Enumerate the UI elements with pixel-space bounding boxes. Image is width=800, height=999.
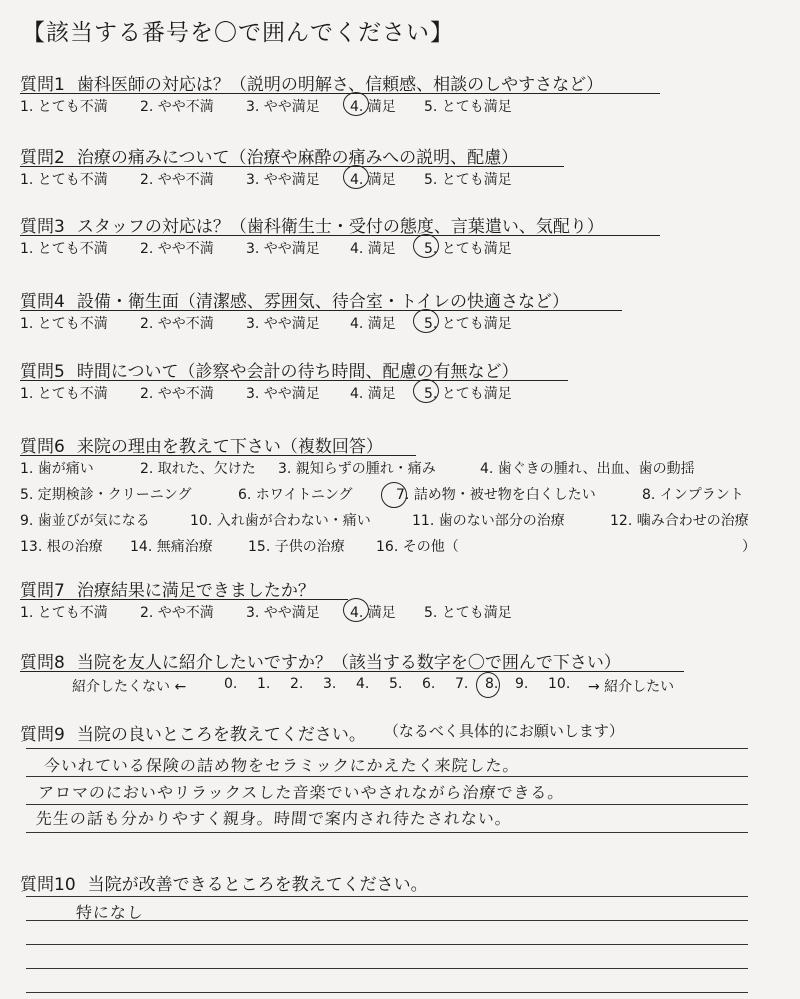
answer-line xyxy=(26,896,748,897)
question-number: 質問2 xyxy=(20,148,65,168)
reason-option[interactable]: 16. その他（ xyxy=(376,539,459,555)
answer-line xyxy=(26,968,748,969)
option-3[interactable]: 3. やや満足 xyxy=(246,605,320,621)
option-1[interactable]: 1. とても不満 xyxy=(20,316,108,332)
answer-line xyxy=(26,992,748,993)
option-5[interactable]: 5. とても満足 xyxy=(424,316,512,332)
selection-circle xyxy=(413,309,439,333)
scale-0[interactable]: 0. xyxy=(224,676,238,692)
question-text: 設備・衛生面（清潔感、雰囲気、待合室・トイレの快適さなど） xyxy=(76,292,569,312)
selection-circle xyxy=(413,379,439,403)
option-4[interactable]: 4. 満足 xyxy=(350,172,396,188)
question-number: 質問3 xyxy=(20,217,65,237)
option-2[interactable]: 2. やや不満 xyxy=(140,99,214,115)
question-underline xyxy=(20,599,348,600)
option-1[interactable]: 1. とても不満 xyxy=(20,241,108,257)
question-underline xyxy=(20,166,564,167)
option-4[interactable]: 4. 満足 xyxy=(350,99,396,115)
option-1[interactable]: 1. とても不満 xyxy=(20,99,108,115)
option-4[interactable]: 4. 満足 xyxy=(350,605,396,621)
reason-option[interactable]: 9. 歯並びが気になる xyxy=(20,513,150,529)
question-text: 治療結果に満足できましたか？ xyxy=(76,581,315,601)
question-note: （なるべく具体的にお願いします） xyxy=(383,722,624,740)
question-text: 当院が改善できるところを教えてください。 xyxy=(87,875,428,895)
answer-line xyxy=(26,748,748,749)
option-2[interactable]: 2. やや不満 xyxy=(140,605,214,621)
option-1[interactable]: 1. とても不満 xyxy=(20,605,108,621)
handwritten-answer: 特になし xyxy=(75,903,145,922)
option-5[interactable]: 5. とても満足 xyxy=(424,605,512,621)
reason-option[interactable]: 1. 歯が痛い xyxy=(20,461,94,477)
option-5[interactable]: 5. とても満足 xyxy=(424,241,512,257)
question-text: 歯科医師の対応は？（説明の明解さ、信頼感、相談のしやすさなど） xyxy=(76,75,604,95)
option-3[interactable]: 3. やや満足 xyxy=(246,386,320,402)
question-number: 質問8 xyxy=(20,653,65,673)
question-text: 来院の理由を教えて下さい（複数回答） xyxy=(76,437,383,457)
answer-line xyxy=(26,944,748,945)
selection-circle xyxy=(381,482,407,508)
scale-left-label: 紹介したくない ← xyxy=(72,679,187,695)
reason-option[interactable]: 10. 入れ歯が合わない・痛い xyxy=(190,513,371,529)
handwritten-answer: アロマのにおいやリラックスした音楽でいやされながら治療できる。 xyxy=(37,783,566,802)
option-4[interactable]: 4. 満足 xyxy=(350,316,396,332)
scale-3[interactable]: 3. xyxy=(323,676,337,692)
reason-option[interactable]: 11. 歯のない部分の治療 xyxy=(412,513,565,529)
question-text: 治療の痛みについて（治療や麻酔の痛みへの説明、配慮） xyxy=(76,148,519,168)
question-number: 質問1 xyxy=(20,75,65,95)
option-4[interactable]: 4. 満足 xyxy=(350,241,396,257)
reason-option[interactable]: 5. 定期検診・クリーニング xyxy=(20,487,192,503)
option-2[interactable]: 2. やや不満 xyxy=(140,172,214,188)
question-underline xyxy=(20,93,660,94)
answer-line xyxy=(26,804,748,805)
page-title: 【該当する番号を〇で囲んでください】 xyxy=(22,20,454,46)
selection-circle xyxy=(476,672,500,698)
option-3[interactable]: 3. やや満足 xyxy=(246,316,320,332)
scale-8[interactable]: 8. xyxy=(485,676,499,692)
question-underline xyxy=(20,380,568,381)
question-underline xyxy=(20,455,416,456)
reason-option[interactable]: 7. 詰め物・被せ物を白くしたい xyxy=(396,487,596,503)
question-text: 当院を友人に紹介したいですか？（該当する数字を〇で囲んで下さい） xyxy=(76,653,621,673)
reason-option[interactable]: 3. 親知らずの腫れ・痛み xyxy=(278,461,436,477)
scale-9[interactable]: 9. xyxy=(515,676,529,692)
question-text: スタッフの対応は？（歯科衛生士・受付の態度、言葉遣い、気配り） xyxy=(76,217,604,237)
reason-option: ） xyxy=(742,539,756,555)
option-4[interactable]: 4. 満足 xyxy=(350,386,396,402)
question-underline xyxy=(20,310,622,311)
selection-circle xyxy=(343,598,369,622)
option-2[interactable]: 2. やや不満 xyxy=(140,386,214,402)
reason-option[interactable]: 6. ホワイトニング xyxy=(238,487,353,503)
question-number: 質問4 xyxy=(20,292,65,312)
handwritten-answer: 今いれている保険の詰め物をセラミックにかえたく来院した。 xyxy=(43,756,521,775)
selection-circle xyxy=(343,165,369,189)
answer-line xyxy=(26,832,748,833)
answer-line xyxy=(26,776,748,777)
option-3[interactable]: 3. やや満足 xyxy=(246,241,320,257)
option-1[interactable]: 1. とても不満 xyxy=(20,172,108,188)
option-3[interactable]: 3. やや満足 xyxy=(246,172,320,188)
question-number: 質問6 xyxy=(20,437,65,457)
question-text: 当院の良いところを教えてください。 xyxy=(76,725,366,745)
question-number: 質問9 xyxy=(20,725,65,745)
scale-10[interactable]: 10. xyxy=(548,676,571,692)
reason-option[interactable]: 8. インプラント xyxy=(642,487,744,503)
selection-circle xyxy=(413,234,439,258)
question-number: 質問10 xyxy=(20,875,76,895)
option-2[interactable]: 2. やや不満 xyxy=(140,241,214,257)
scale-2[interactable]: 2. xyxy=(290,676,304,692)
recommend-scale xyxy=(0,676,800,698)
scale-4[interactable]: 4. xyxy=(356,676,370,692)
reason-option[interactable]: 13. 根の治療 xyxy=(20,539,103,555)
reason-option[interactable]: 4. 歯ぐきの腫れ、出血、歯の動揺 xyxy=(480,461,695,477)
question-text: 時間について（診察や会計の待ち時間、配慮の有無など） xyxy=(76,362,519,382)
handwritten-answer: 先生の話も分かりやすく親身。時間で案内され待たされない。 xyxy=(35,809,513,828)
scale-1[interactable]: 1. xyxy=(257,676,271,692)
option-5[interactable]: 5. とても満足 xyxy=(424,172,512,188)
reason-option[interactable]: 12. 噛み合わせの治療 xyxy=(610,513,749,529)
scale-6[interactable]: 6. xyxy=(422,676,436,692)
scale-right-label: → 紹介したい xyxy=(588,679,675,695)
option-5[interactable]: 5. とても満足 xyxy=(424,99,512,115)
scale-7[interactable]: 7. xyxy=(455,676,469,692)
option-3[interactable]: 3. やや満足 xyxy=(246,99,320,115)
reason-option[interactable]: 15. 子供の治療 xyxy=(248,539,345,555)
reason-option[interactable]: 2. 取れた、欠けた xyxy=(140,461,256,477)
selection-circle xyxy=(343,92,369,116)
question-underline xyxy=(20,671,684,672)
question-number: 質問7 xyxy=(20,581,65,601)
scale-5[interactable]: 5. xyxy=(389,676,403,692)
question-underline xyxy=(20,235,660,236)
option-1[interactable]: 1. とても不満 xyxy=(20,386,108,402)
option-5[interactable]: 5. とても満足 xyxy=(424,386,512,402)
question-number: 質問5 xyxy=(20,362,65,382)
option-2[interactable]: 2. やや不満 xyxy=(140,316,214,332)
reason-option[interactable]: 14. 無痛治療 xyxy=(130,539,213,555)
